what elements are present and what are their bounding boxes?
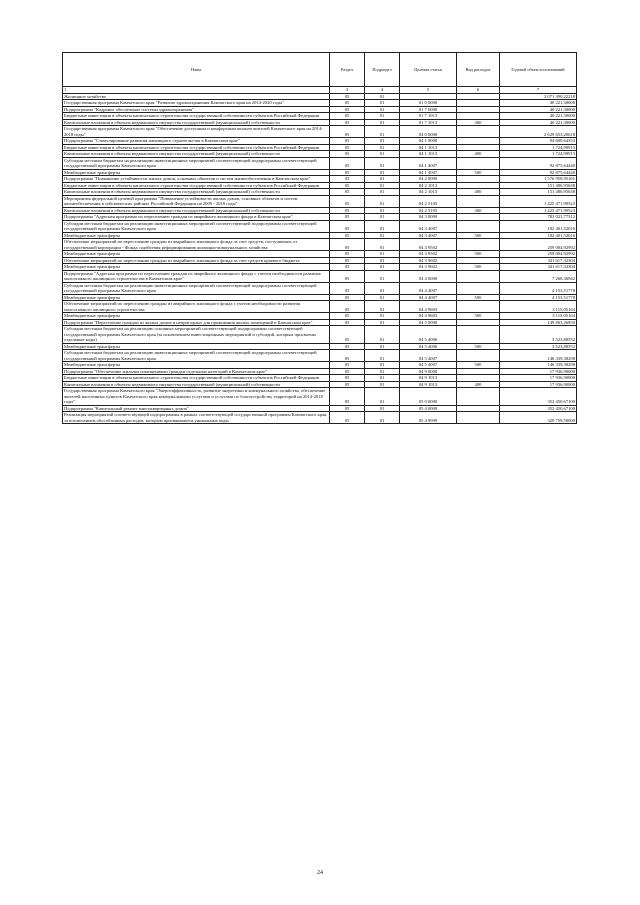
row-sum: 17 936,90000 xyxy=(500,368,577,375)
table-row xyxy=(63,126,577,138)
row-vr xyxy=(457,282,500,294)
row-name: Бюджетные инвестиции в объекты капитального строительства государственной собственности субъектов Российской Федерации xyxy=(63,375,330,382)
row-podrazdel: 01 xyxy=(365,239,400,251)
row-sum: 3 523,88552 xyxy=(500,343,577,350)
row-razdel: 05 xyxy=(330,113,365,120)
row-vr: 500 xyxy=(457,232,500,239)
row-podrazdel: 01 xyxy=(365,350,400,362)
row-sum: 7 268,36942 xyxy=(500,270,577,282)
row-name: Государственная программа Камчатского края "Энергоэффективность, развитие энергетики и коммунального хозяйства, обеспечение жителей населенных пунктов Камчатского края коммунальными услугами и услугами по благоустройству территорий на 2014-2018 годы" xyxy=(63,388,330,406)
row-sum: 1 425 471,99523 xyxy=(500,207,577,214)
row-razdel: 05 xyxy=(330,189,365,196)
row-podrazdel: 01 xyxy=(365,232,400,239)
row-podrazdel: 01 xyxy=(365,326,400,344)
row-name: Подпрограмма "Адресная программа по переселению граждан из аварийного жилищного фонда с учетом необходимости развития малоэтажного жилищного строительства в Камчатском крае" xyxy=(63,270,330,282)
row-vr: 500 xyxy=(457,251,500,258)
row-razdel: 05 xyxy=(330,350,365,362)
row-razdel: 05 xyxy=(330,257,365,264)
row-razdel: 05 xyxy=(330,176,365,183)
row-razdel: 05 xyxy=(330,232,365,239)
table-row xyxy=(63,239,577,251)
row-csr: 04 2 0000 xyxy=(400,176,457,183)
row-csr: 04 1 4007 xyxy=(400,157,457,169)
row-csr: 04 0 0000 xyxy=(400,126,457,138)
col-number: 7 xyxy=(500,87,577,94)
budget-table-container xyxy=(62,52,576,424)
row-csr: 04 2 1013 xyxy=(400,189,457,196)
row-sum: 1 576 958,95161 xyxy=(500,176,577,183)
row-vr xyxy=(457,326,500,344)
row-razdel: 05 xyxy=(330,151,365,158)
row-razdel: 05 xyxy=(330,251,365,258)
row-sum: 1 724,99913 xyxy=(500,144,577,151)
row-sum: 151 486,95638 xyxy=(500,182,577,189)
row-csr: 04 9 1013 xyxy=(400,381,457,388)
row-razdel: 05 xyxy=(330,294,365,301)
row-sum: 92 875,64440 xyxy=(500,157,577,169)
row-name: Капитальные вложения в объекты недвижимого имущества государственной (муниципальной) собственности xyxy=(63,189,330,196)
header-sum: Годовой объем ассигнований xyxy=(500,53,577,87)
row-sum: 352 450,67100 xyxy=(500,388,577,406)
row-vr xyxy=(457,157,500,169)
row-podrazdel: 01 xyxy=(365,106,400,113)
row-name: Подпрограмма "Кадровое обеспечение системы здравоохранения" xyxy=(63,106,330,113)
row-name: Обеспечение мероприятий по переселению граждан из аварийного жилищного фонда за счет средств краевого бюджета xyxy=(63,257,330,264)
row-name: Жилищное хозяйство xyxy=(63,93,330,100)
row-name: Государственная программа Камчатского края "Обеспечение доступным и комфортным жильем жителей Камчатского края на 2014-2018 годы" xyxy=(63,126,330,138)
row-csr: 04 3 4007 xyxy=(400,232,457,239)
row-razdel: 05 xyxy=(330,195,365,207)
row-razdel: 05 xyxy=(330,207,365,214)
row-vr: 500 xyxy=(457,264,500,271)
row-csr: 04 2 5105 xyxy=(400,207,457,214)
row-sum: 40 221,30000 xyxy=(500,100,577,107)
row-sum: 182 401,52016 xyxy=(500,220,577,232)
row-podrazdel: 01 xyxy=(365,100,400,107)
row-sum: 151 486,95638 xyxy=(500,189,577,196)
row-podrazdel: 01 xyxy=(365,182,400,189)
row-csr: 01 7 1013 xyxy=(400,119,457,126)
row-csr: 04 4 0000 xyxy=(400,270,457,282)
col-number: 4 xyxy=(365,87,400,94)
row-name: Межбюджетные трансферты xyxy=(63,232,330,239)
col-number: 1 xyxy=(63,87,330,94)
row-sum: 4 153,51778 xyxy=(500,294,577,301)
row-podrazdel: 01 xyxy=(365,169,400,176)
row-csr: 05 4 0000 xyxy=(400,405,457,412)
row-razdel: 05 xyxy=(330,220,365,232)
row-sum: 40 221,30000 xyxy=(500,119,577,126)
table-row xyxy=(63,388,577,406)
row-csr: 04 1 1013 xyxy=(400,151,457,158)
row-podrazdel: 01 xyxy=(365,257,400,264)
row-name: Межбюджетные трансферты xyxy=(63,169,330,176)
row-razdel: 05 xyxy=(330,182,365,189)
row-vr xyxy=(457,270,500,282)
row-vr xyxy=(457,126,500,138)
table-row xyxy=(63,195,577,207)
row-podrazdel: 01 xyxy=(365,119,400,126)
row-name: Межбюджетные трансферты xyxy=(63,264,330,271)
row-name: Субсидии местным бюджетам на реализацию основных мероприятий соответствующей подпрограммы соответствующей государственной программы Камчатского края (за исключением инвестиционных мероприятий и субсидий, которым присвоены отдельные коды) xyxy=(63,326,330,344)
row-podrazdel: 01 xyxy=(365,264,400,271)
row-csr: 04 5 4006 xyxy=(400,343,457,350)
row-podrazdel: 01 xyxy=(365,93,400,100)
row-csr: 04 3 9602 xyxy=(400,257,457,264)
row-name: Капитальные вложения в объекты недвижимого имущества государственной (муниципальной) собственности xyxy=(63,381,330,388)
row-podrazdel: 01 xyxy=(365,319,400,326)
row-podrazdel: 01 xyxy=(365,412,400,424)
row-razdel: 05 xyxy=(330,144,365,151)
row-vr: 400 xyxy=(457,381,500,388)
row-razdel: 05 xyxy=(330,157,365,169)
row-csr: 04 2 1013 xyxy=(400,182,457,189)
row-name: Капитальные вложения в объекты недвижимого имущества государственной (муниципальной) собственности xyxy=(63,151,330,158)
row-podrazdel: 01 xyxy=(365,126,400,138)
row-name: Обеспечение мероприятий по переселению граждан из аварийного жилищного фонда за счет средств, поступивших от государственной корпорации - Фонда содействия реформированию жилищно-коммунального хозяйства xyxy=(63,239,330,251)
row-name: Подпрограмма "Переселение граждан из жилых домов и непригодных для проживания жилых помещений в Камчатском крае" xyxy=(63,319,330,326)
row-podrazdel: 01 xyxy=(365,282,400,294)
row-csr: 04 3 9502 xyxy=(400,251,457,258)
row-sum: 3 115,05164 xyxy=(500,301,577,313)
row-name: Бюджетные инвестиции в объекты капитального строительства государственной собственности субъектов Российской Федерации xyxy=(63,113,330,120)
col-number: 6 xyxy=(457,87,500,94)
row-sum: 3 523,88552 xyxy=(500,326,577,344)
row-sum: 341 617,32304 xyxy=(500,257,577,264)
row-csr: 04 5 4006 xyxy=(400,326,457,344)
row-razdel: 05 xyxy=(330,368,365,375)
budget-table xyxy=(62,52,577,424)
row-razdel: 05 xyxy=(330,405,365,412)
row-vr: 400 xyxy=(457,207,500,214)
row-sum: 3 115,05164 xyxy=(500,313,577,320)
row-podrazdel: 01 xyxy=(365,214,400,221)
row-csr: 05 4 9999 xyxy=(400,412,457,424)
row-csr: 01 7 1013 xyxy=(400,113,457,120)
row-razdel: 05 xyxy=(330,313,365,320)
row-razdel: 05 xyxy=(330,239,365,251)
row-sum: 783 023,77312 xyxy=(500,214,577,221)
row-csr: 04 5 0000 xyxy=(400,319,457,326)
row-vr xyxy=(457,195,500,207)
row-name: Подпрограмма "Обеспечение жилыми помещениями граждан отдельных категорий в Камчатском крае" xyxy=(63,368,330,375)
row-csr: 04 4 4007 xyxy=(400,282,457,294)
row-name: Межбюджетные трансферты xyxy=(63,294,330,301)
header-vr: Вид расходов xyxy=(457,53,500,87)
table-row xyxy=(63,326,577,344)
row-csr: 04 2 5105 xyxy=(400,195,457,207)
table-row xyxy=(63,282,577,294)
row-name: Бюджетные инвестиции в объекты капитального строительства государственной собственности субъектов Российской Федерации xyxy=(63,182,330,189)
row-sum: 2 629 653,20618 xyxy=(500,126,577,138)
row-vr: 500 xyxy=(457,313,500,320)
row-sum: 40 221,30000 xyxy=(500,106,577,113)
row-csr: 04 5 4007 xyxy=(400,350,457,362)
row-podrazdel: 01 xyxy=(365,405,400,412)
table-row xyxy=(63,157,577,169)
row-razdel: 05 xyxy=(330,264,365,271)
header-name: Наим xyxy=(63,53,330,87)
row-razdel: 05 xyxy=(330,169,365,176)
row-razdel: 05 xyxy=(330,343,365,350)
col-number: 3 xyxy=(330,87,365,94)
row-csr: 04 3 4007 xyxy=(400,220,457,232)
row-podrazdel: 01 xyxy=(365,313,400,320)
row-csr: 04 4 9603 xyxy=(400,301,457,313)
row-podrazdel: 01 xyxy=(365,138,400,145)
row-vr xyxy=(457,388,500,406)
row-sum: 1 425 471,99523 xyxy=(500,195,577,207)
row-sum: 352 450,67100 xyxy=(500,405,577,412)
table-row xyxy=(63,412,577,424)
row-podrazdel: 01 xyxy=(365,388,400,406)
row-vr: 500 xyxy=(457,169,500,176)
row-csr: 04 3 0000 xyxy=(400,214,457,221)
row-podrazdel: 01 xyxy=(365,343,400,350)
row-razdel: 05 xyxy=(330,270,365,282)
row-podrazdel: 01 xyxy=(365,270,400,282)
row-sum: 92 875,64440 xyxy=(500,169,577,176)
row-name: Подпрограмма "Капитальный ремонт многоквартирных домов" xyxy=(63,405,330,412)
row-name: Капитальные вложения в объекты недвижимого имущества государственной (муниципальной) собственности xyxy=(63,207,330,214)
row-csr: 04 3 9502 xyxy=(400,239,457,251)
row-csr: 04 1 0000 xyxy=(400,138,457,145)
row-csr: 01 0 0000 xyxy=(400,100,457,107)
page-number: 24 xyxy=(317,870,323,876)
row-sum: 4 153,51778 xyxy=(500,282,577,294)
table-row xyxy=(63,270,577,282)
row-sum: 17 936,90000 xyxy=(500,375,577,382)
row-name: Капитальные вложения в объекты недвижимого имущества государственной (муниципальной) собственности xyxy=(63,119,330,126)
row-name: Реализация мероприятий соответствующей подпрограммы в рамках соответствующей государственной программы Камчатского края, за исключением обособленных расходов, которым присваиваются уникальные коды xyxy=(63,412,330,424)
row-razdel: 05 xyxy=(330,93,365,100)
row-csr: 04 9 1013 xyxy=(400,375,457,382)
row-name: Подпрограмма "Стимулирование развития жилищного строительства в Камчатском крае" xyxy=(63,138,330,145)
table-row xyxy=(63,220,577,232)
row-podrazdel: 01 xyxy=(365,381,400,388)
row-name: Мероприятия федеральной целевой программы "Повышение устойчивости жилых домов, основных объектов и систем жизнеобеспечения в сейсмических районах Российской Федерации на 2009 - 2018 годы" xyxy=(63,195,330,207)
row-razdel: 05 xyxy=(330,301,365,313)
row-podrazdel: 01 xyxy=(365,294,400,301)
row-razdel: 05 xyxy=(330,126,365,138)
row-podrazdel: 01 xyxy=(365,362,400,369)
row-sum: 17 936,90000 xyxy=(500,381,577,388)
row-razdel: 05 xyxy=(330,375,365,382)
row-name: Субсидии местным бюджетам на реализацию инвестиционных мероприятий соответствующей подпрограммы соответствующей государственной программы Камчатского края xyxy=(63,282,330,294)
row-name: Межбюджетные трансферты xyxy=(63,343,330,350)
row-name: Бюджетные инвестиции в объекты капитального строительства государственной собственности субъектов Российской Федерации xyxy=(63,144,330,151)
row-podrazdel: 01 xyxy=(365,113,400,120)
row-name: Субсидии местным бюджетам на реализацию инвестиционных мероприятий соответствующей подпрограммы соответствующей государственной программы Камчатского края xyxy=(63,220,330,232)
row-csr: 01 7 0000 xyxy=(400,106,457,113)
row-sum: 40 221,30000 xyxy=(500,113,577,120)
row-razdel: 05 xyxy=(330,106,365,113)
row-vr: 500 xyxy=(457,294,500,301)
row-razdel: 05 xyxy=(330,381,365,388)
row-csr: 04 4 9603 xyxy=(400,313,457,320)
row-razdel: 05 xyxy=(330,119,365,126)
row-vr xyxy=(457,220,500,232)
header-csr: Целевая статья xyxy=(400,53,457,87)
header-razdel: Раздел xyxy=(330,53,365,87)
row-name: Субсидии местным бюджетам на реализацию инвестиционных мероприятий соответствующей подпрограммы соответствующей государственной программы Камчатского края xyxy=(63,157,330,169)
row-sum: 3 071 390,22218 xyxy=(500,93,577,100)
row-name: Субсидии местным бюджетам на реализацию инвестиционных мероприятий соответствующей подпрограммы соответствующей государственной программы Камчатского края xyxy=(63,350,330,362)
row-name: Межбюджетные трансферты xyxy=(63,251,330,258)
row-vr: 500 xyxy=(457,362,500,369)
row-csr: 04 1 4007 xyxy=(400,169,457,176)
table-row xyxy=(63,350,577,362)
row-razdel: 05 xyxy=(330,388,365,406)
header-row xyxy=(63,53,577,87)
row-podrazdel: 01 xyxy=(365,189,400,196)
row-razdel: 05 xyxy=(330,362,365,369)
row-podrazdel: 01 xyxy=(365,301,400,313)
row-podrazdel: 01 xyxy=(365,144,400,151)
row-vr xyxy=(457,412,500,424)
row-name: Подпрограмма "Адресная программа по переселению граждан из аварийного жилищного фонда в Камчатском крае" xyxy=(63,214,330,221)
row-name: Межбюджетные трансферты xyxy=(63,313,330,320)
row-vr: 500 xyxy=(457,343,500,350)
table-row xyxy=(63,301,577,313)
row-vr: 400 xyxy=(457,189,500,196)
row-razdel: 05 xyxy=(330,214,365,221)
row-vr: 400 xyxy=(457,151,500,158)
row-razdel: 05 xyxy=(330,319,365,326)
row-vr: 400 xyxy=(457,119,500,126)
row-sum: 146 339,38298 xyxy=(500,362,577,369)
row-podrazdel: 01 xyxy=(365,251,400,258)
row-podrazdel: 01 xyxy=(365,157,400,169)
row-podrazdel: 01 xyxy=(365,195,400,207)
row-sum: 259 004,92992 xyxy=(500,239,577,251)
row-podrazdel: 01 xyxy=(365,176,400,183)
row-sum: 1 724,99913 xyxy=(500,151,577,158)
row-podrazdel: 01 xyxy=(365,151,400,158)
row-razdel: 05 xyxy=(330,326,365,344)
col-number: 5 xyxy=(400,87,457,94)
header-podrazdel: Подраздел xyxy=(365,53,400,87)
row-csr: 04 4 4007 xyxy=(400,294,457,301)
row-csr: 04 3 9602 xyxy=(400,264,457,271)
row-sum: 341 617,32304 xyxy=(500,264,577,271)
row-podrazdel: 01 xyxy=(365,207,400,214)
row-sum: 146 339,38298 xyxy=(500,350,577,362)
row-csr: 04 9 0000 xyxy=(400,368,457,375)
row-name: Межбюджетные трансферты xyxy=(63,362,330,369)
row-name: Обеспечение мероприятий по переселению граждан из аварийного жилищного фонда с учетом необходимости развития малоэтажного жилищного строительства xyxy=(63,301,330,313)
row-csr: 04 1 1013 xyxy=(400,144,457,151)
row-sum: 182 401,52016 xyxy=(500,232,577,239)
row-razdel: 05 xyxy=(330,100,365,107)
row-podrazdel: 01 xyxy=(365,368,400,375)
row-podrazdel: 01 xyxy=(365,375,400,382)
row-name: Подпрограмма "Повышение устойчивости жилых домов, основных объектов и систем жизнеобеспечения в Камчатском крае" xyxy=(63,176,330,183)
row-name: Государственная программа Камчатского края "Развитие здравоохранения Камчатского края на 2014-2020 годы" xyxy=(63,100,330,107)
row-razdel: 05 xyxy=(330,282,365,294)
row-vr xyxy=(457,239,500,251)
row-sum: 94 600,64353 xyxy=(500,138,577,145)
row-razdel: 05 xyxy=(330,138,365,145)
row-razdel: 05 xyxy=(330,412,365,424)
row-sum: 149 863,26850 xyxy=(500,319,577,326)
row-podrazdel: 01 xyxy=(365,220,400,232)
row-vr xyxy=(457,301,500,313)
row-csr: 05 0 0000 xyxy=(400,388,457,406)
row-vr xyxy=(457,350,500,362)
row-sum: 320 759,50000 xyxy=(500,412,577,424)
row-csr: 04 5 4007 xyxy=(400,362,457,369)
row-sum: 259 004,92992 xyxy=(500,251,577,258)
